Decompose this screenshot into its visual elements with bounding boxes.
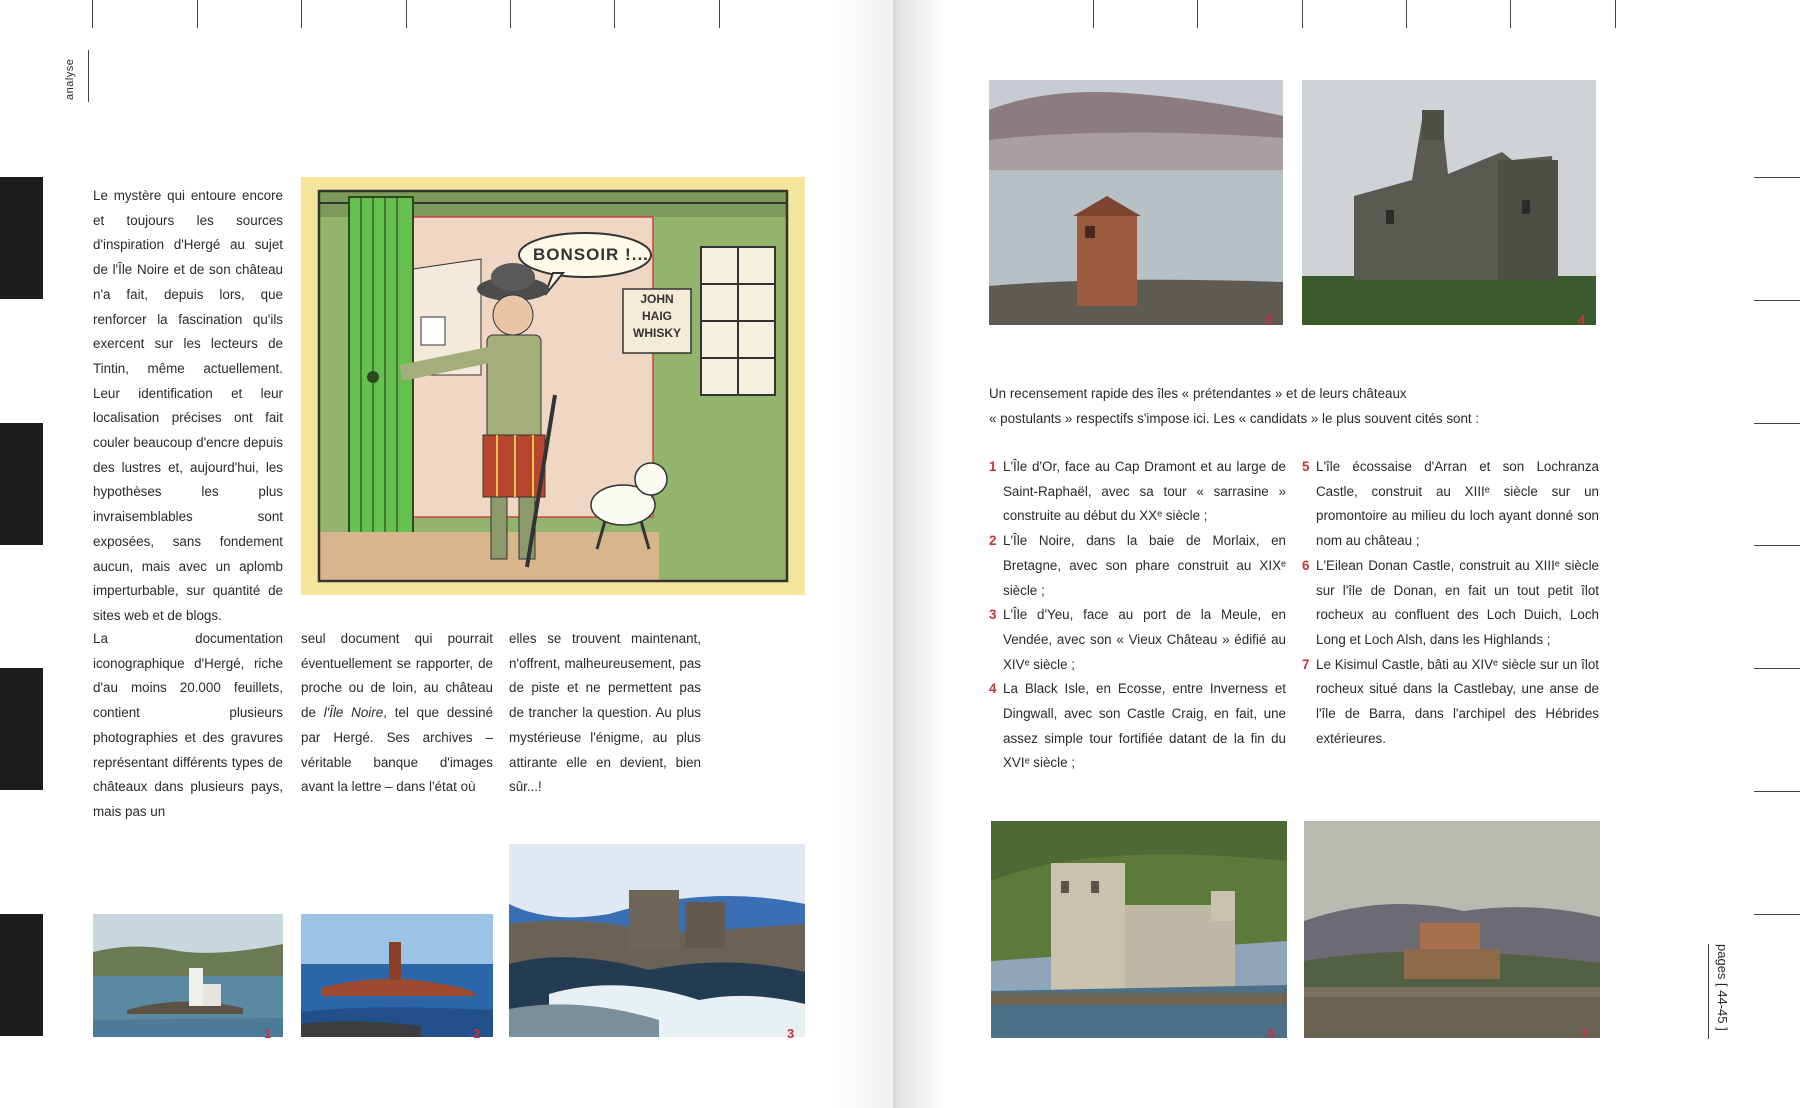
text-column-1-continued	[93, 627, 283, 825]
crop-mark	[1754, 914, 1800, 915]
item-text: La Black Isle, en Ecosse, entre Inverness et Dingwall, avec son Castle Craig, en fait, une assez simple tour fortifiée datant de la fin du XVIᵉ siècle ;	[1003, 681, 1286, 771]
photo-number: 1	[264, 1026, 272, 1041]
crop-mark	[1197, 0, 1198, 28]
text-column-3	[509, 627, 701, 800]
folio-text: pages [ 44-45 ]	[1715, 944, 1730, 1031]
page-folio	[1708, 944, 1738, 1044]
gutter-shadow	[896, 0, 946, 1108]
photo-lochranza-castle	[1302, 80, 1596, 325]
divider	[1708, 944, 1709, 1039]
photo-castle-craig-tower	[989, 80, 1283, 325]
photo-loch-castle-sunset	[1304, 821, 1600, 1038]
crop-mark	[1406, 0, 1407, 28]
paragraph: La documentation iconographique d'Hergé, riche d'au moins 20.000 feuillets, contient plusieurs photographies et des gravures représentant différents types de châteaux dans plusieurs pays, mais pas un	[93, 631, 283, 819]
list-item	[989, 529, 1286, 603]
side-tab-marker	[0, 423, 43, 545]
crop-mark	[406, 0, 407, 28]
text-column-2	[301, 627, 493, 800]
item-number: 6	[1302, 557, 1310, 573]
side-tab-marker	[0, 668, 43, 790]
photo-number: 3	[1265, 312, 1273, 327]
crop-mark	[614, 0, 615, 28]
item-number: 2	[989, 533, 997, 549]
text-span: seul document qui pourrait éventuellement se rapporter, de proche ou de loin, au château de	[301, 631, 493, 721]
photo-eilean-donan-castle-island	[991, 821, 1287, 1038]
comic-panel-illustration	[301, 177, 805, 595]
speech-bubble-text: BONSOIR !...	[533, 245, 649, 264]
crop-mark	[1754, 423, 1800, 424]
item-text: L'Eilean Donan Castle, construit au XIIIᵉ siècle sur l'île de Donan, en fait un tout petit îlot rocheux au confluent des Loch Duich, Loch Long et Loch Alsh, dans les Highlands ;	[1316, 557, 1599, 647]
section-label-text: analyse	[64, 58, 76, 100]
list-item	[989, 455, 1286, 529]
photo-number: 6	[1268, 1026, 1276, 1041]
crop-mark	[1302, 0, 1303, 28]
photo-number: 7	[1581, 1026, 1589, 1041]
whisky-sign	[623, 291, 691, 342]
photo-number: 3	[787, 1026, 795, 1041]
crop-mark	[1754, 300, 1800, 301]
comic-panel-drawing	[301, 177, 805, 595]
list-item	[1302, 455, 1599, 554]
intro-line: « postulants » respectifs s'impose ici. Les « candidats » le plus souvent cités sont :	[989, 410, 1480, 426]
item-text: L'Île Noire, dans la baie de Morlaix, en Bretagne, avec son phare construit au XIXᵉ siècle ;	[1003, 533, 1286, 598]
crop-mark	[510, 0, 511, 28]
italic-title: l'Île Noire	[323, 705, 384, 721]
photo-ile-dor-tower	[301, 914, 493, 1037]
candidates-list-right	[1302, 455, 1599, 751]
crop-mark	[92, 0, 93, 28]
sign-line: WHISKY	[633, 326, 681, 340]
gutter-shadow	[833, 0, 893, 1108]
text-column-1	[93, 184, 283, 629]
list-item	[1302, 554, 1599, 653]
item-number: 3	[989, 607, 997, 623]
crop-mark	[719, 0, 720, 28]
candidates-list-left	[989, 455, 1286, 776]
sign-line: HAIG	[642, 309, 672, 323]
side-tab-marker	[0, 177, 43, 299]
photo-ile-noire-lighthouse	[93, 914, 283, 1037]
item-text: L'Île d'Yeu, face au port de la Meule, en Vendée, avec son « Vieux Château » édifié au XIVᵉ siècle ;	[1003, 607, 1286, 672]
crop-mark	[1615, 0, 1616, 28]
item-text: Le Kisimul Castle, bâti au XIVᵉ siècle sur un îlot rocheux situé dans la Castlebay, une anse de l'île de Barra, dans l'archipel des Hébrides extérieures.	[1316, 656, 1599, 746]
item-text: L'Île d'Or, face au Cap Dramont et au large de Saint-Raphaël, avec sa tour « sarrasine » construite au début du XXᵉ siècle ;	[1003, 459, 1286, 524]
list-item	[989, 603, 1286, 677]
photo-number: 2	[473, 1026, 481, 1041]
item-text: L'île écossaise d'Arran et son Lochranza Castle, construit au XIIIᵉ siècle sur un promontoire au milieu du loch ayant donné son nom au château ;	[1316, 459, 1599, 549]
item-number: 4	[989, 681, 997, 697]
crop-mark	[301, 0, 302, 28]
intro-line: Un recensement rapide des îles « prétendantes » et de leurs châteaux	[989, 386, 1407, 401]
item-number: 7	[1302, 656, 1310, 672]
crop-mark	[1754, 791, 1800, 792]
list-item	[989, 677, 1286, 776]
intro-paragraph	[989, 382, 1569, 431]
section-label	[60, 50, 88, 105]
crop-mark	[1754, 545, 1800, 546]
text-span: , tel que dessiné par Hergé. Ses archives – véritable banque d'images avant la lettre – dans l'état où	[301, 705, 493, 795]
divider	[88, 50, 89, 102]
left-page	[0, 0, 893, 1108]
photo-number: 4	[1578, 312, 1586, 327]
item-number: 1	[989, 459, 997, 474]
item-number: 5	[1302, 459, 1310, 474]
photo-coastal-castle-ruins	[509, 844, 805, 1037]
crop-mark	[1754, 177, 1800, 178]
sign-line: JOHN	[640, 292, 674, 306]
paragraph: Le mystère qui entoure encore et toujours les sources d'inspiration d'Hergé au sujet de l'Île Noire et de son château n'a fait, depuis lors, que renforcer la fascination qu'ils exercent sur les lecteurs de Tintin, même actuellement. Leur identification et leur localisation précises ont fait couler beaucoup d'encre depuis des lustres et, aujourd'hui, les hypothèses les plus invraisemblables sont exposées, sans fondement aucun, mais avec un aplomb imperturbable, sur quantité de sites web et de blogs.	[93, 188, 283, 623]
crop-mark	[1093, 0, 1094, 28]
paragraph: elles se trouvent maintenant, n'offrent, malheureusement, pas de piste et ne permettent pas de trancher la question. Au plus mystérieuse l'énigme, au plus attirante elle en devient, bien sûr...!	[509, 631, 701, 795]
crop-mark	[1510, 0, 1511, 28]
side-tab-marker	[0, 914, 43, 1036]
crop-mark	[1754, 668, 1800, 669]
crop-mark	[197, 0, 198, 28]
list-item	[1302, 653, 1599, 752]
paragraph	[301, 627, 493, 800]
